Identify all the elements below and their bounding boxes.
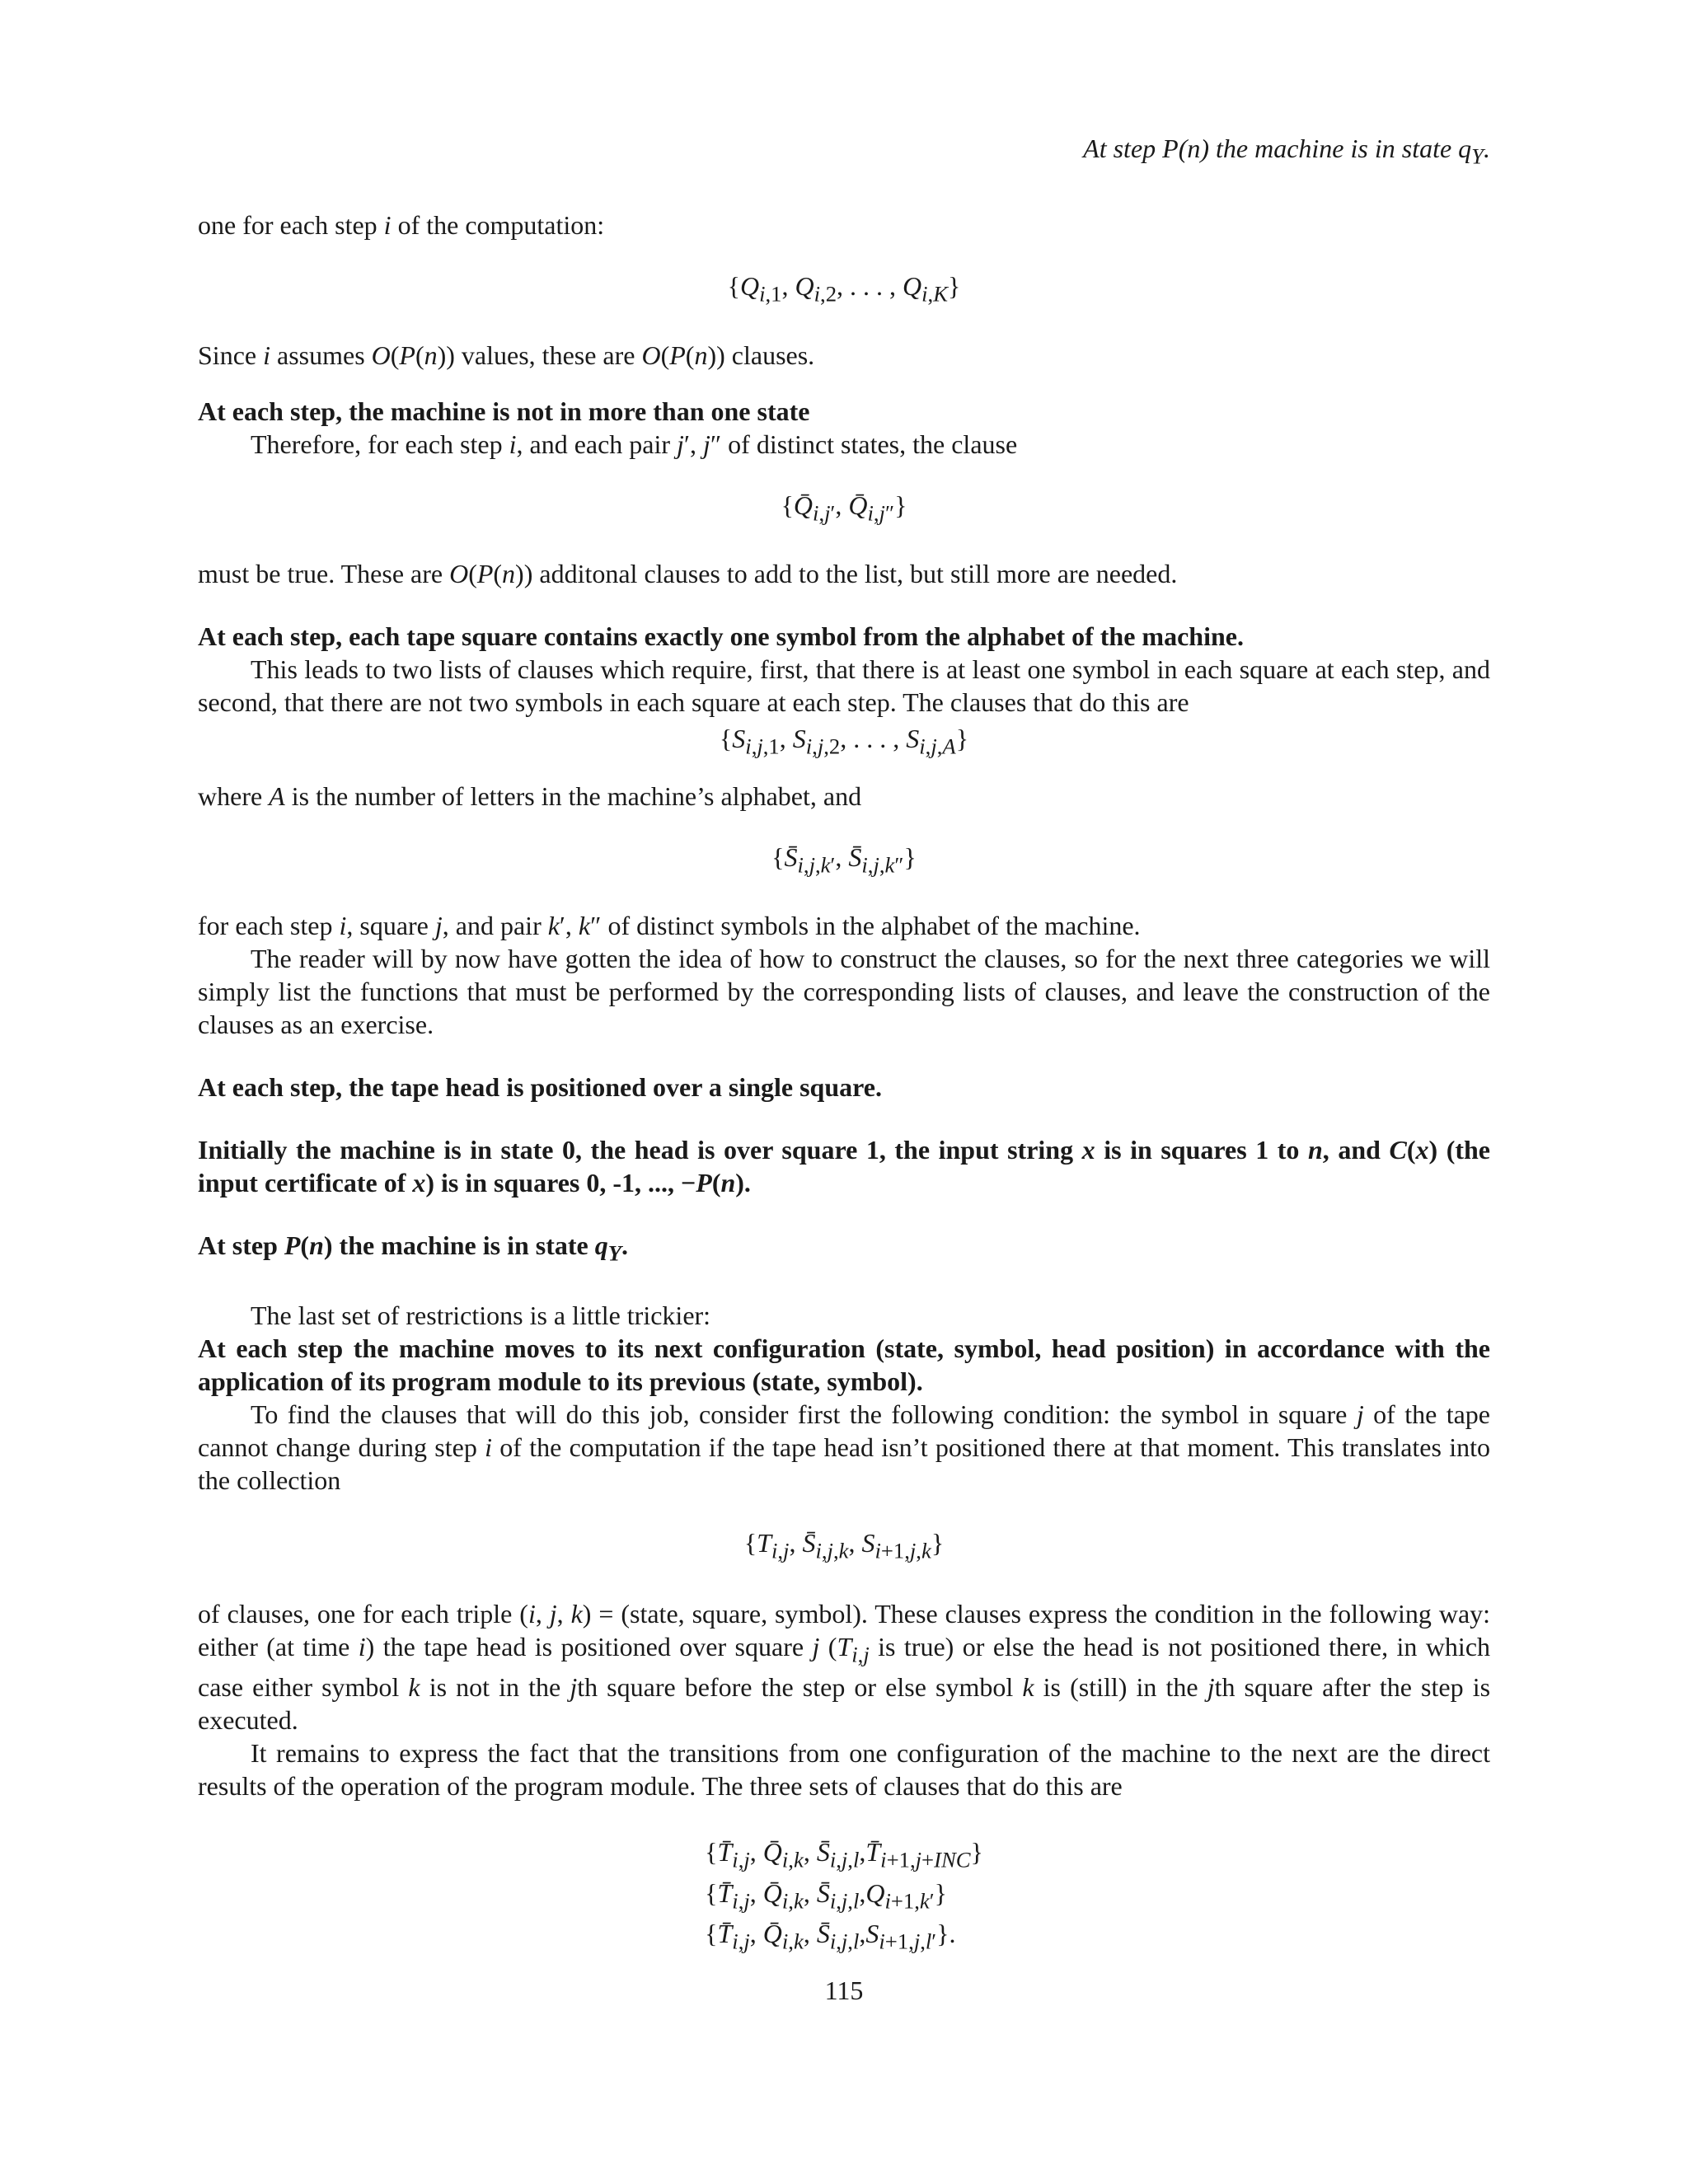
page [198, 115, 1490, 2007]
paragraph: Therefore, for each step i, and each pair j′, j″ of distinct states, the clause [251, 429, 1018, 459]
paragraph: This leads to two lists of clauses which require, first, that there is at least one symbol in each square at each step, and second, that there are not two symbols in each square at each step. The clauses that do this are [198, 654, 1490, 718]
paragraph: The reader will by now have gotten the idea of how to construct the clauses, so for the next three categories we will simply list the functions that must be performed by the corresponding lists of clauses, and leave the construction of the clauses as an exercise. [198, 943, 1490, 1039]
running-head-text: At step P(n) the machine is in state $q_Y$. [1083, 134, 1490, 169]
page-number: 115 [824, 1975, 864, 2006]
paragraph: for each step i, square j, and pair k′, k″ of distinct symbols in the alphabet of the machine. [198, 910, 1141, 940]
paragraph: must be true. These are O(P(n)) additonal clauses to add to the list, but still more are needed. [198, 559, 1178, 589]
section-heading: At each step, the tape head is positioned over a single square. [198, 1071, 882, 1102]
running-head [198, 132, 1490, 172]
display-equation: {$S̄_{i,j,k'}$, $S̄_{i,j,k''}$} [771, 841, 917, 877]
clause-line: {$T̄_{i,j}$, $Q̄_{i,k}$, $S̄_{i,j,l},S_{i+1,j,l'}$}. [705, 1918, 956, 1954]
section-heading: At each step, the machine is not in more than one state [198, 396, 810, 426]
paragraph: Since i assumes O(P(n)) values, these are O(P(n)) clauses. [198, 340, 815, 370]
clause-set [198, 1835, 1490, 1957]
section-heading: At each step the machine moves to its next configuration (state, symbol, head position) in accordance with the application of its program module to its previous (state, symbol). [198, 1333, 1490, 1397]
clause-line: {$T̄_{i,j}$, $Q̄_{i,k}$, $S̄_{i,j,l},Q_{i+1,k'}$} [705, 1877, 947, 1913]
paragraph: To find the clauses that will do this job, consider first the following condition: the symbol in square j of the tape cannot change during step i of the computation if the tape head isn’t positioned there at that moment. This translates into the collection [198, 1399, 1491, 1496]
display-equation: {$T_{i,j}$, $S̄_{i,j,k}$, $S_{i+1,j,k}$} [743, 1528, 945, 1563]
display-equation: {$Q_{i,1}$, $Q_{i,2}$, . . . , $Q_{i,K}$} [727, 271, 961, 307]
paragraph: one for each step i of the computation: [198, 210, 605, 241]
section-heading: At step P(n) the machine is in state $q_Y$. [198, 1230, 629, 1266]
paragraph: where A is the number of letters in the machine’s alphabet, and [198, 780, 862, 811]
section-heading: Initially the machine is in state 0, the head is over square 1, the input string x is in squares 1 to n, and C(x) (the input certificate of x) is in squares 0, -1, ..., −P(n). [198, 1134, 1491, 1197]
paragraph: It remains to express the fact that the transitions from one configuration of the machine to the next are the direct results of the operation of the program module. The three sets of clauses that do this are [198, 1738, 1490, 1802]
clause-line: {$T̄_{i,j}$, $Q̄_{i,k}$, $S̄_{i,j,l},T̄_{i+1,j+INC}$} [705, 1837, 983, 1872]
paragraph: of clauses, one for each triple (i, j, k) = (state, square, symbol). These clauses express the condition in the following way: either (at time i) the tape head is positioned over square j ($T_{i,j}$ is true) or else the head is not positioned there, in which case either symbol k is not in the jth square before the step or else symbol k is (still) in the jth square after the step is executed. [198, 1598, 1491, 1736]
paragraph: The last set of restrictions is a little trickier: [251, 1301, 711, 1331]
display-equation: {$Q̄_{i,j'}$, $Q̄_{i,j''}$} [781, 490, 907, 526]
section-heading: At each step, each tape square contains exactly one symbol from the alphabet of the machine. [198, 621, 1244, 652]
display-equation: {$S_{i,j,1}$, $S_{i,j,2}$, . . . , $S_{i,j,A}$} [719, 724, 969, 759]
